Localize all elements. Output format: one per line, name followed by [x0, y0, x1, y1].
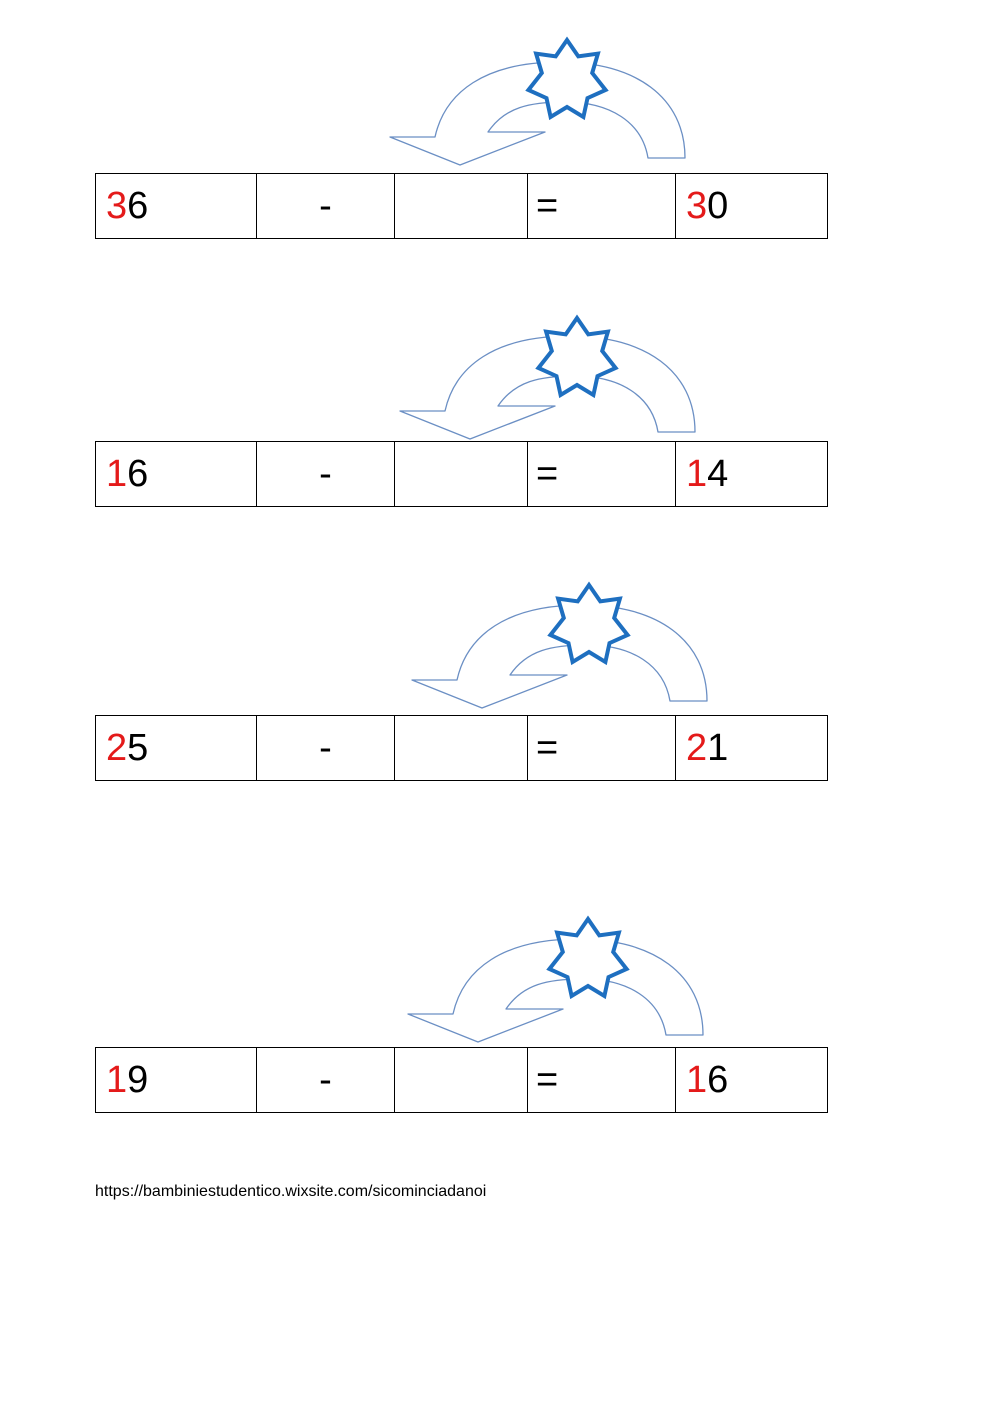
operator-cell: - — [257, 716, 395, 781]
curved-arrow-icon — [398, 879, 728, 1049]
curved-arrow-icon — [402, 545, 732, 715]
result-tens-digit: 2 — [686, 726, 708, 769]
operator-cell: - — [257, 174, 395, 239]
equation-row — [95, 715, 828, 781]
answer-cell[interactable] — [395, 174, 528, 239]
minuend-units-digit: 9 — [127, 1058, 149, 1101]
answer-cell[interactable] — [395, 442, 528, 507]
result-cell — [676, 1048, 828, 1113]
curved-arrow-icon — [390, 276, 720, 446]
minuend-units-digit: 6 — [127, 452, 149, 495]
exercise-2 — [0, 270, 1000, 510]
result-units-digit: 1 — [707, 726, 729, 769]
result-cell — [676, 174, 828, 239]
footer-url[interactable]: https://bambiniestudentico.wixsite.com/sicominciadanoi — [95, 1183, 487, 1200]
result-tens-digit: 3 — [686, 184, 708, 227]
star-icon — [550, 585, 627, 662]
operator-cell: - — [257, 442, 395, 507]
curved-arrow-icon — [380, 2, 710, 172]
minuend-cell — [96, 1048, 257, 1113]
answer-cell[interactable] — [395, 716, 528, 781]
minuend-units-digit: 5 — [127, 726, 149, 769]
equals-cell: = — [528, 1048, 676, 1113]
equals-cell: = — [528, 716, 676, 781]
minuend-cell — [96, 442, 257, 507]
star-icon — [538, 318, 615, 395]
result-cell — [676, 442, 828, 507]
equation-row — [95, 1047, 828, 1113]
equals-cell: = — [528, 442, 676, 507]
equals-cell: = — [528, 174, 676, 239]
exercise-1 — [0, 0, 1000, 240]
exercise-4 — [0, 877, 1000, 1117]
result-units-digit: 0 — [707, 184, 729, 227]
minuend-tens-digit: 1 — [106, 452, 128, 495]
answer-cell[interactable] — [395, 1048, 528, 1113]
exercise-3 — [0, 545, 1000, 785]
minuend-cell — [96, 174, 257, 239]
star-icon — [549, 919, 626, 996]
minuend-tens-digit: 2 — [106, 726, 128, 769]
result-units-digit: 4 — [707, 452, 729, 495]
operator-cell: - — [257, 1048, 395, 1113]
result-units-digit: 6 — [707, 1058, 729, 1101]
result-tens-digit: 1 — [686, 452, 708, 495]
minuend-tens-digit: 1 — [106, 1058, 128, 1101]
equation-row — [95, 441, 828, 507]
minuend-cell — [96, 716, 257, 781]
result-cell — [676, 716, 828, 781]
minuend-tens-digit: 3 — [106, 184, 128, 227]
equation-row — [95, 173, 828, 239]
result-tens-digit: 1 — [686, 1058, 708, 1101]
minuend-units-digit: 6 — [127, 184, 149, 227]
